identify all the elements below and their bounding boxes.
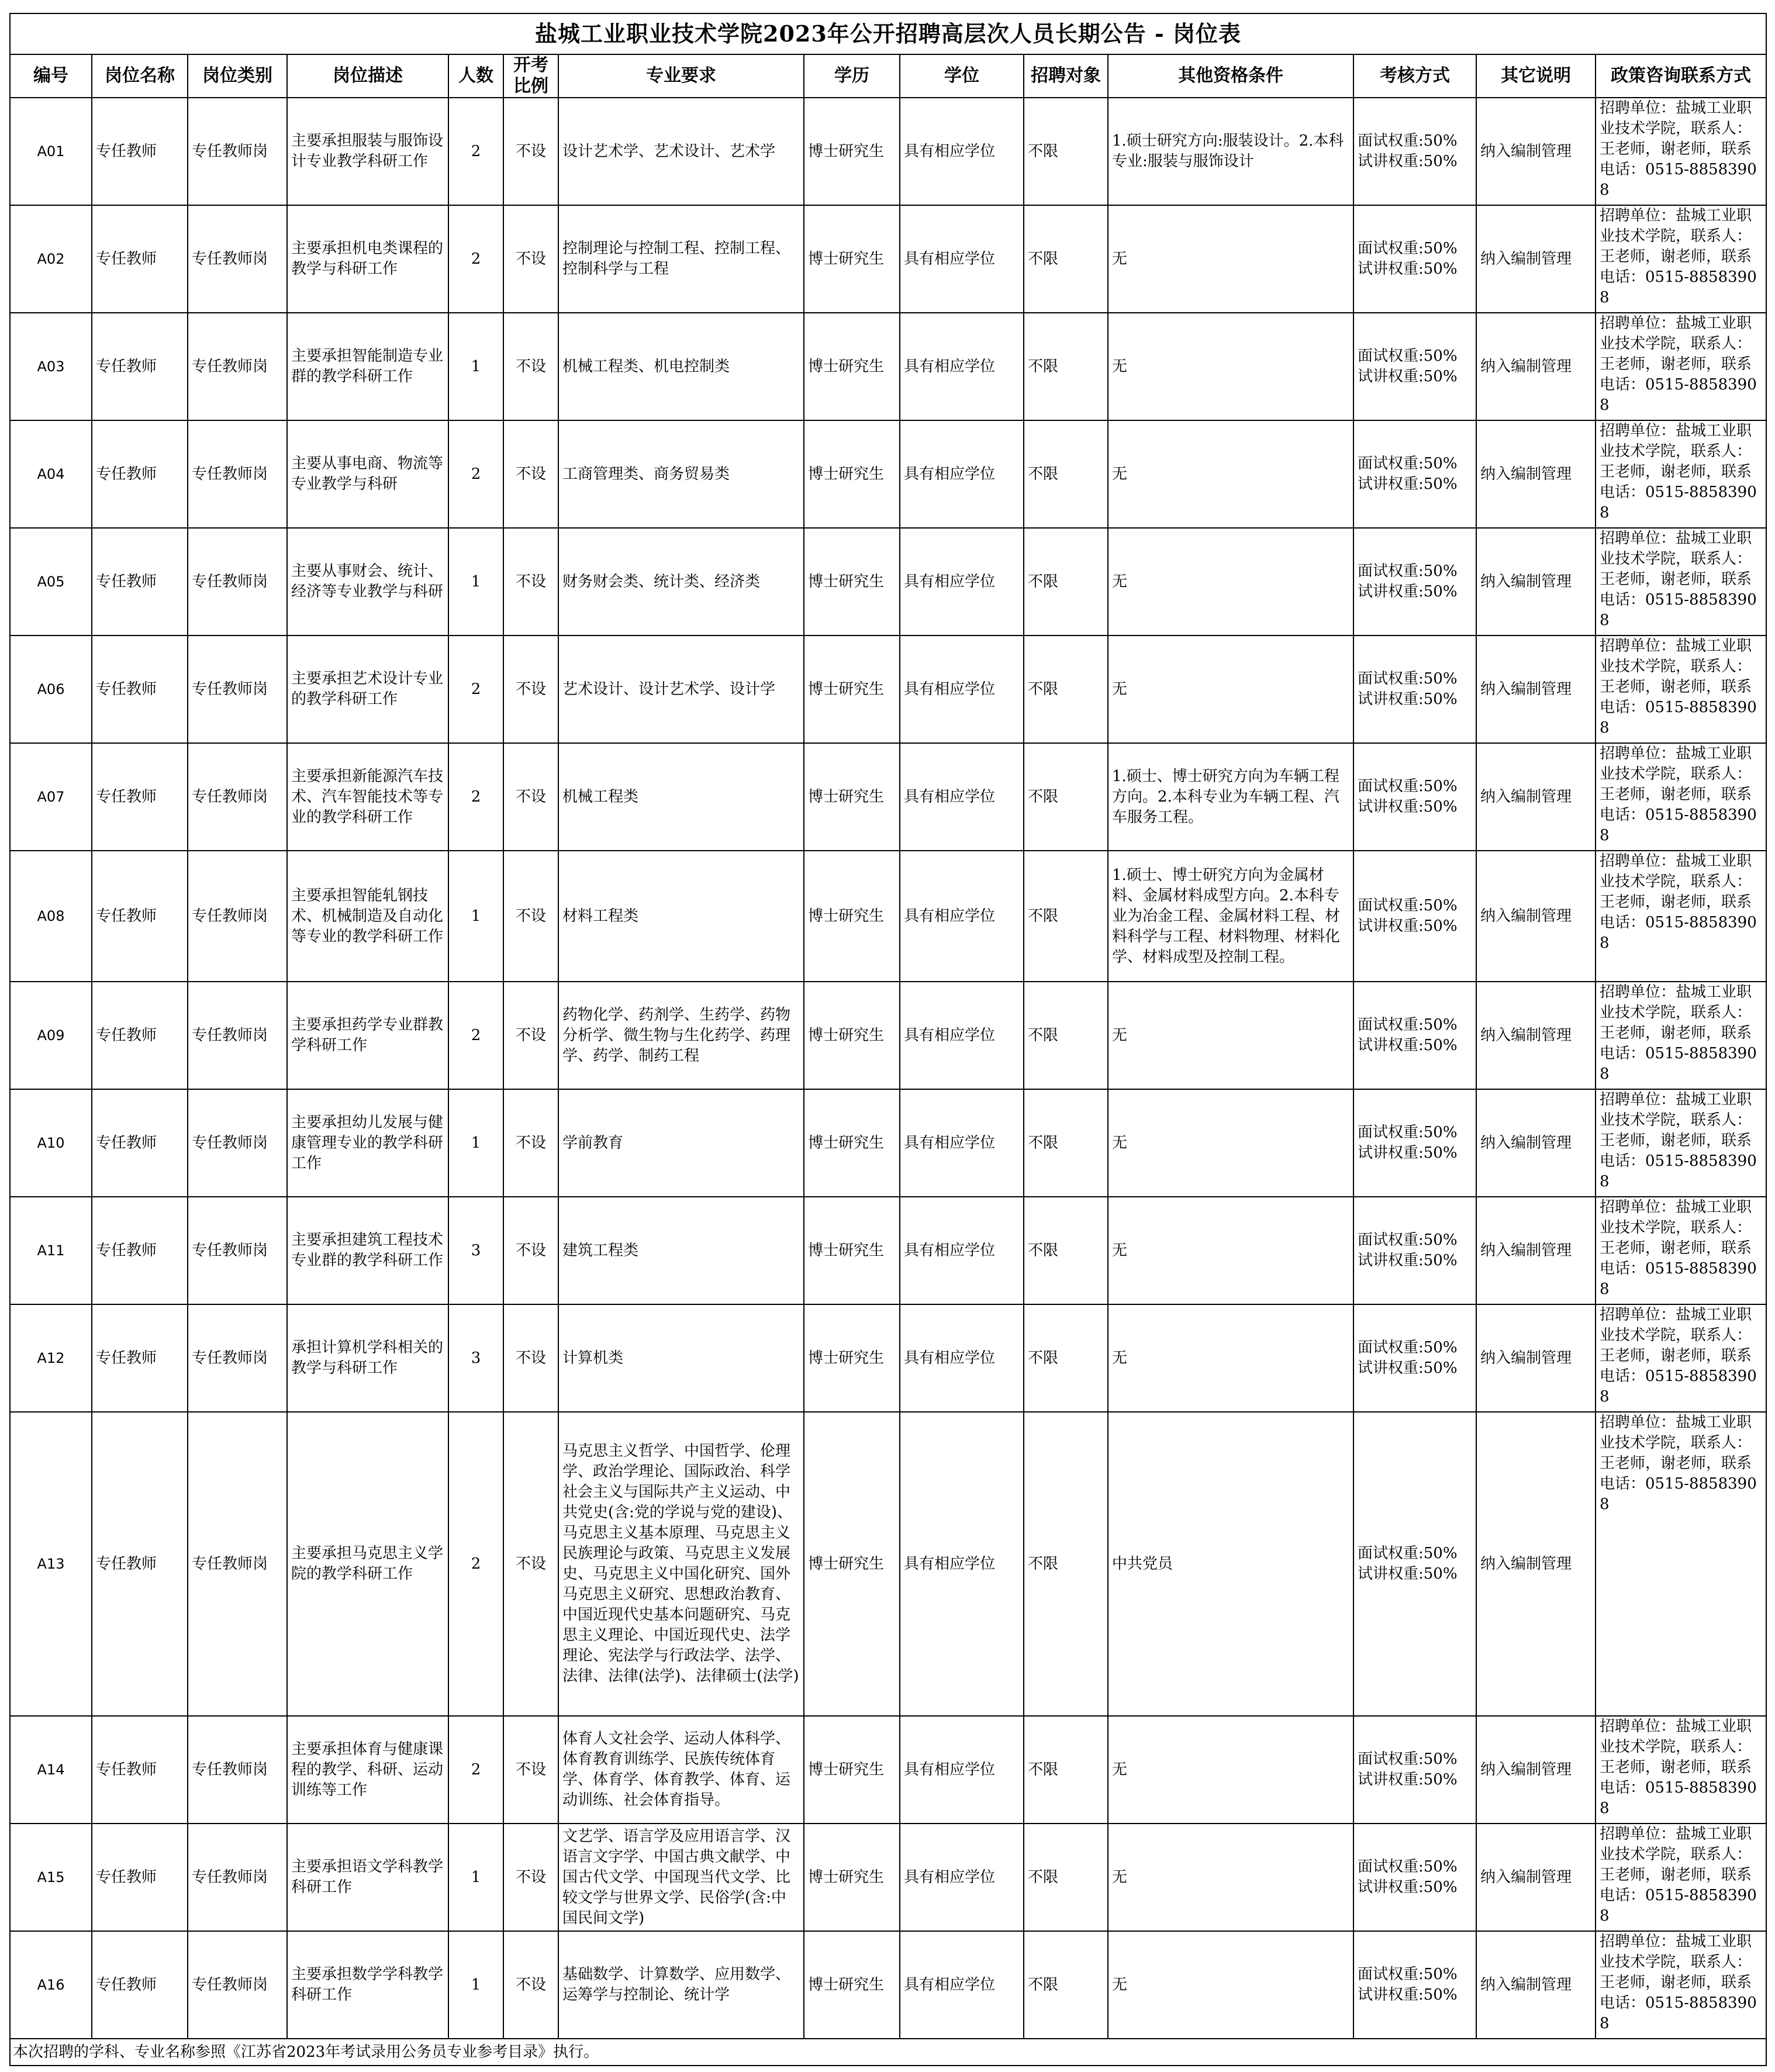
degree: 具有相应学位 (900, 420, 1024, 528)
assessment-method: 面试权重:50% 试讲权重:50% (1353, 982, 1476, 1089)
job-category: 专任教师岗 (188, 98, 287, 205)
major-requirement: 艺术设计、设计艺术学、设计学 (558, 636, 804, 743)
other-note: 纳入编制管理 (1476, 1197, 1596, 1304)
degree: 具有相应学位 (900, 636, 1024, 743)
job-code: A04 (10, 420, 92, 528)
table-row (10, 1824, 1766, 1931)
job-category: 专任教师岗 (188, 1716, 287, 1824)
other-qualifications: 1.硕士、博士研究方向为金属材料、金属材料成型方向。2.本科专业为冶金工程、金属材料工程、材料科学与工程、材料物理、材料化学、材料成型及控制工程。 (1108, 851, 1353, 982)
assessment-method: 面试权重:50% 试讲权重:50% (1353, 528, 1476, 636)
header-major: 专业要求 (558, 54, 804, 98)
job-desc: 主要承担智能制造专业群的教学科研工作 (287, 313, 448, 420)
footnote: 本次招聘的学科、专业名称参照《江苏省2023年考试录用公务员专业参考目录》执行。 (10, 2039, 1766, 2066)
assessment-method: 面试权重:50% 试讲权重:50% (1353, 851, 1476, 982)
job-code: A11 (10, 1197, 92, 1304)
header-desc: 岗位描述 (287, 54, 448, 98)
other-note: 纳入编制管理 (1476, 420, 1596, 528)
page-title: 盐城工业职业技术学院2023年公开招聘高层次人员长期公告 - 岗位表 (10, 13, 1766, 54)
job-count: 1 (448, 1089, 503, 1197)
job-count: 3 (448, 1197, 503, 1304)
job-table (9, 13, 1767, 2066)
other-qualifications: 无 (1108, 205, 1353, 313)
other-note: 纳入编制管理 (1476, 1089, 1596, 1197)
job-category: 专任教师岗 (188, 743, 287, 851)
education: 博士研究生 (804, 205, 900, 313)
job-code: A06 (10, 636, 92, 743)
job-ratio: 不设 (503, 636, 558, 743)
job-count: 2 (448, 98, 503, 205)
job-desc: 主要承担服装与服饰设计专业教学科研工作 (287, 98, 448, 205)
job-code: A10 (10, 1089, 92, 1197)
education: 博士研究生 (804, 1824, 900, 1931)
contact-info: 招聘单位：盐城工业职业技术学院，联系人：王老师，谢老师，联系电话：0515-88583908 (1596, 1089, 1766, 1197)
recruit-target: 不限 (1024, 528, 1108, 636)
job-desc: 承担计算机学科相关的教学与科研工作 (287, 1304, 448, 1412)
other-qualifications: 无 (1108, 636, 1353, 743)
recruit-target: 不限 (1024, 1197, 1108, 1304)
major-requirement: 控制理论与控制工程、控制工程、控制科学与工程 (558, 205, 804, 313)
education: 博士研究生 (804, 528, 900, 636)
recruit-target: 不限 (1024, 1931, 1108, 2039)
other-note: 纳入编制管理 (1476, 636, 1596, 743)
education: 博士研究生 (804, 636, 900, 743)
table-row (10, 1412, 1766, 1716)
job-desc: 主要承担幼儿发展与健康管理专业的教学科研工作 (287, 1089, 448, 1197)
contact-info: 招聘单位：盐城工业职业技术学院，联系人：王老师，谢老师，联系电话：0515-88583908 (1596, 205, 1766, 313)
job-code: A13 (10, 1412, 92, 1716)
contact-info: 招聘单位：盐城工业职业技术学院，联系人：王老师，谢老师，联系电话：0515-88583908 (1596, 1197, 1766, 1304)
table-row (10, 313, 1766, 420)
education: 博士研究生 (804, 743, 900, 851)
header-target: 招聘对象 (1024, 54, 1108, 98)
job-ratio: 不设 (503, 420, 558, 528)
education: 博士研究生 (804, 982, 900, 1089)
job-count: 1 (448, 1824, 503, 1931)
contact-info: 招聘单位：盐城工业职业技术学院，联系人：王老师，谢老师，联系电话：0515-88583908 (1596, 1304, 1766, 1412)
assessment-method: 面试权重:50% 试讲权重:50% (1353, 1716, 1476, 1824)
job-name: 专任教师 (92, 313, 188, 420)
degree: 具有相应学位 (900, 982, 1024, 1089)
job-name: 专任教师 (92, 528, 188, 636)
other-note: 纳入编制管理 (1476, 1412, 1596, 1716)
contact-info: 招聘单位：盐城工业职业技术学院，联系人：王老师，谢老师，联系电话：0515-88583908 (1596, 1412, 1766, 1716)
recruit-target: 不限 (1024, 982, 1108, 1089)
table-row (10, 205, 1766, 313)
job-count: 2 (448, 1716, 503, 1824)
degree: 具有相应学位 (900, 98, 1024, 205)
assessment-method: 面试权重:50% 试讲权重:50% (1353, 420, 1476, 528)
assessment-method: 面试权重:50% 试讲权重:50% (1353, 1089, 1476, 1197)
assessment-method: 面试权重:50% 试讲权重:50% (1353, 205, 1476, 313)
recruit-target: 不限 (1024, 313, 1108, 420)
education: 博士研究生 (804, 1931, 900, 2039)
major-requirement: 基础数学、计算数学、应用数学、运筹学与控制论、统计学 (558, 1931, 804, 2039)
assessment-method: 面试权重:50% 试讲权重:50% (1353, 98, 1476, 205)
other-qualifications: 无 (1108, 313, 1353, 420)
job-code: A01 (10, 98, 92, 205)
degree: 具有相应学位 (900, 205, 1024, 313)
job-code: A14 (10, 1716, 92, 1824)
job-category: 专任教师岗 (188, 313, 287, 420)
job-count: 3 (448, 1304, 503, 1412)
other-note: 纳入编制管理 (1476, 1824, 1596, 1931)
recruit-target: 不限 (1024, 1089, 1108, 1197)
job-name: 专任教师 (92, 1931, 188, 2039)
header-degree: 学位 (900, 54, 1024, 98)
degree: 具有相应学位 (900, 1304, 1024, 1412)
contact-info: 招聘单位：盐城工业职业技术学院，联系人：王老师，谢老师，联系电话：0515-88583908 (1596, 743, 1766, 851)
job-name: 专任教师 (92, 1197, 188, 1304)
table-row (10, 1197, 1766, 1304)
job-category: 专任教师岗 (188, 420, 287, 528)
education: 博士研究生 (804, 851, 900, 982)
job-category: 专任教师岗 (188, 1089, 287, 1197)
other-qualifications: 1.硕士研究方向:服装设计。2.本科专业:服装与服饰设计 (1108, 98, 1353, 205)
education: 博士研究生 (804, 1304, 900, 1412)
recruit-target: 不限 (1024, 1824, 1108, 1931)
job-name: 专任教师 (92, 636, 188, 743)
job-code: A15 (10, 1824, 92, 1931)
contact-info: 招聘单位：盐城工业职业技术学院，联系人：王老师，谢老师，联系电话：0515-88583908 (1596, 528, 1766, 636)
major-requirement: 药物化学、药剂学、生药学、药物分析学、微生物与生化药学、药理学、药学、制药工程 (558, 982, 804, 1089)
header-code: 编号 (10, 54, 92, 98)
job-count: 2 (448, 636, 503, 743)
job-ratio: 不设 (503, 205, 558, 313)
table-row (10, 1089, 1766, 1197)
contact-info: 招聘单位：盐城工业职业技术学院，联系人：王老师，谢老师，联系电话：0515-88583908 (1596, 98, 1766, 205)
other-note: 纳入编制管理 (1476, 1931, 1596, 2039)
job-category: 专任教师岗 (188, 1197, 287, 1304)
other-qualifications: 无 (1108, 528, 1353, 636)
job-count: 1 (448, 851, 503, 982)
education: 博士研究生 (804, 1716, 900, 1824)
other-qualifications: 无 (1108, 1089, 1353, 1197)
recruit-target: 不限 (1024, 1412, 1108, 1716)
education: 博士研究生 (804, 1412, 900, 1716)
contact-info: 招聘单位：盐城工业职业技术学院，联系人：王老师，谢老师，联系电话：0515-88583908 (1596, 851, 1766, 982)
job-ratio: 不设 (503, 1931, 558, 2039)
job-ratio: 不设 (503, 1089, 558, 1197)
job-desc: 主要承担马克思主义学院的教学科研工作 (287, 1412, 448, 1716)
assessment-method: 面试权重:50% 试讲权重:50% (1353, 1931, 1476, 2039)
other-qualifications: 无 (1108, 420, 1353, 528)
header-ratio: 开考比例 (503, 54, 558, 98)
job-name: 专任教师 (92, 851, 188, 982)
major-requirement: 财务财会类、统计类、经济类 (558, 528, 804, 636)
degree: 具有相应学位 (900, 1089, 1024, 1197)
major-requirement: 文艺学、语言学及应用语言学、汉语言文字学、中国古典文献学、中国古代文学、中国现当代文学、比较文学与世界文学、民俗学(含:中国民间文学) (558, 1824, 804, 1931)
other-note: 纳入编制管理 (1476, 851, 1596, 982)
table-row (10, 98, 1766, 205)
other-note: 纳入编制管理 (1476, 1304, 1596, 1412)
education: 博士研究生 (804, 1197, 900, 1304)
table-row (10, 851, 1766, 982)
other-note: 纳入编制管理 (1476, 205, 1596, 313)
assessment-method: 面试权重:50% 试讲权重:50% (1353, 1412, 1476, 1716)
job-count: 2 (448, 205, 503, 313)
table-row (10, 1716, 1766, 1824)
job-code: A09 (10, 982, 92, 1089)
major-requirement: 马克思主义哲学、中国哲学、伦理学、政治学理论、国际政治、科学社会主义与国际共产主义运动、中共党史(含:党的学说与党的建设)、马克思主义基本原理、马克思主义民族理论与政策、马克思主义发展史、马克思主义中国化研究、国外马克思主义研究、思想政治教育、中国近现代史基本问题研究、马克思主义理论、中国近现代史、法学理论、宪法学与行政法学、法学、法律、法律(法学)、法律硕士(法学) (558, 1412, 804, 1716)
table-row (10, 636, 1766, 743)
job-name: 专任教师 (92, 1304, 188, 1412)
job-table-sheet (9, 13, 1766, 2066)
job-name: 专任教师 (92, 205, 188, 313)
job-ratio: 不设 (503, 851, 558, 982)
job-desc: 主要承担智能轧钢技术、机械制造及自动化等专业的教学科研工作 (287, 851, 448, 982)
header-category: 岗位类别 (188, 54, 287, 98)
job-count: 1 (448, 528, 503, 636)
contact-info: 招聘单位：盐城工业职业技术学院，联系人：王老师，谢老师，联系电话：0515-88583908 (1596, 313, 1766, 420)
header-row (10, 54, 1766, 98)
job-name: 专任教师 (92, 1089, 188, 1197)
job-category: 专任教师岗 (188, 1304, 287, 1412)
other-note: 纳入编制管理 (1476, 1716, 1596, 1824)
contact-info: 招聘单位：盐城工业职业技术学院，联系人：王老师，谢老师，联系电话：0515-88583908 (1596, 1824, 1766, 1931)
job-desc: 主要从事财会、统计、经济等专业教学与科研 (287, 528, 448, 636)
job-count: 1 (448, 1931, 503, 2039)
job-desc: 主要承担建筑工程技术专业群的教学科研工作 (287, 1197, 448, 1304)
job-category: 专任教师岗 (188, 636, 287, 743)
contact-info: 招聘单位：盐城工业职业技术学院，联系人：王老师，谢老师，联系电话：0515-88583908 (1596, 636, 1766, 743)
job-code: A05 (10, 528, 92, 636)
major-requirement: 机械工程类 (558, 743, 804, 851)
degree: 具有相应学位 (900, 1824, 1024, 1931)
job-count: 2 (448, 743, 503, 851)
contact-info: 招聘单位：盐城工业职业技术学院，联系人：王老师，谢老师，联系电话：0515-88583908 (1596, 420, 1766, 528)
major-requirement: 机械工程类、机电控制类 (558, 313, 804, 420)
job-count: 2 (448, 420, 503, 528)
other-note: 纳入编制管理 (1476, 98, 1596, 205)
major-requirement: 计算机类 (558, 1304, 804, 1412)
header-edu: 学历 (804, 54, 900, 98)
job-desc: 主要承担体育与健康课程的教学、科研、运动训练等工作 (287, 1716, 448, 1824)
recruit-target: 不限 (1024, 636, 1108, 743)
major-requirement: 学前教育 (558, 1089, 804, 1197)
job-ratio: 不设 (503, 1412, 558, 1716)
job-category: 专任教师岗 (188, 982, 287, 1089)
recruit-target: 不限 (1024, 98, 1108, 205)
degree: 具有相应学位 (900, 743, 1024, 851)
job-category: 专任教师岗 (188, 528, 287, 636)
job-name: 专任教师 (92, 1412, 188, 1716)
degree: 具有相应学位 (900, 1197, 1024, 1304)
job-code: A16 (10, 1931, 92, 2039)
job-count: 1 (448, 313, 503, 420)
job-ratio: 不设 (503, 1304, 558, 1412)
header-other: 其他资格条件 (1108, 54, 1353, 98)
header-note: 其它说明 (1476, 54, 1596, 98)
job-ratio: 不设 (503, 982, 558, 1089)
other-qualifications: 无 (1108, 1931, 1353, 2039)
job-count: 2 (448, 982, 503, 1089)
table-row (10, 743, 1766, 851)
assessment-method: 面试权重:50% 试讲权重:50% (1353, 313, 1476, 420)
assessment-method: 面试权重:50% 试讲权重:50% (1353, 1304, 1476, 1412)
recruit-target: 不限 (1024, 420, 1108, 528)
job-category: 专任教师岗 (188, 851, 287, 982)
job-desc: 主要承担数学学科教学科研工作 (287, 1931, 448, 2039)
job-code: A03 (10, 313, 92, 420)
assessment-method: 面试权重:50% 试讲权重:50% (1353, 1824, 1476, 1931)
contact-info: 招聘单位：盐城工业职业技术学院，联系人：王老师，谢老师，联系电话：0515-88583908 (1596, 1931, 1766, 2039)
other-note: 纳入编制管理 (1476, 313, 1596, 420)
other-note: 纳入编制管理 (1476, 982, 1596, 1089)
job-code: A02 (10, 205, 92, 313)
job-desc: 主要承担艺术设计专业的教学科研工作 (287, 636, 448, 743)
education: 博士研究生 (804, 98, 900, 205)
recruit-target: 不限 (1024, 851, 1108, 982)
job-category: 专任教师岗 (188, 1824, 287, 1931)
job-ratio: 不设 (503, 98, 558, 205)
table-row (10, 528, 1766, 636)
table-row (10, 982, 1766, 1089)
contact-info: 招聘单位：盐城工业职业技术学院，联系人：王老师，谢老师，联系电话：0515-88583908 (1596, 982, 1766, 1089)
other-qualifications: 无 (1108, 982, 1353, 1089)
major-requirement: 材料工程类 (558, 851, 804, 982)
job-name: 专任教师 (92, 420, 188, 528)
job-desc: 主要承担药学专业群教学科研工作 (287, 982, 448, 1089)
job-name: 专任教师 (92, 982, 188, 1089)
job-name: 专任教师 (92, 1824, 188, 1931)
job-desc: 主要承担新能源汽车技术、汽车智能技术等专业的教学科研工作 (287, 743, 448, 851)
education: 博士研究生 (804, 1089, 900, 1197)
job-desc: 主要从事电商、物流等专业教学与科研 (287, 420, 448, 528)
assessment-method: 面试权重:50% 试讲权重:50% (1353, 636, 1476, 743)
degree: 具有相应学位 (900, 313, 1024, 420)
job-name: 专任教师 (92, 743, 188, 851)
table-row (10, 1931, 1766, 2039)
degree: 具有相应学位 (900, 1931, 1024, 2039)
recruit-target: 不限 (1024, 743, 1108, 851)
job-code: A12 (10, 1304, 92, 1412)
job-ratio: 不设 (503, 313, 558, 420)
assessment-method: 面试权重:50% 试讲权重:50% (1353, 743, 1476, 851)
education: 博士研究生 (804, 313, 900, 420)
header-contact: 政策咨询联系方式 (1596, 54, 1766, 98)
other-note: 纳入编制管理 (1476, 528, 1596, 636)
table-row (10, 1304, 1766, 1412)
header-assess: 考核方式 (1353, 54, 1476, 98)
major-requirement: 体育人文社会学、运动人体科学、体育教育训练学、民族传统体育学、体育学、体育教学、体育、运动训练、社会体育指导。 (558, 1716, 804, 1824)
job-code: A08 (10, 851, 92, 982)
education: 博士研究生 (804, 420, 900, 528)
major-requirement: 工商管理类、商务贸易类 (558, 420, 804, 528)
other-qualifications: 无 (1108, 1716, 1353, 1824)
other-qualifications: 无 (1108, 1197, 1353, 1304)
degree: 具有相应学位 (900, 528, 1024, 636)
job-ratio: 不设 (503, 1824, 558, 1931)
recruit-target: 不限 (1024, 1716, 1108, 1824)
job-ratio: 不设 (503, 743, 558, 851)
degree: 具有相应学位 (900, 1412, 1024, 1716)
job-category: 专任教师岗 (188, 205, 287, 313)
other-qualifications: 无 (1108, 1824, 1353, 1931)
recruit-target: 不限 (1024, 205, 1108, 313)
assessment-method: 面试权重:50% 试讲权重:50% (1353, 1197, 1476, 1304)
other-qualifications: 无 (1108, 1304, 1353, 1412)
contact-info: 招聘单位：盐城工业职业技术学院，联系人：王老师，谢老师，联系电话：0515-88583908 (1596, 1716, 1766, 1824)
job-category: 专任教师岗 (188, 1931, 287, 2039)
job-ratio: 不设 (503, 1716, 558, 1824)
degree: 具有相应学位 (900, 1716, 1024, 1824)
job-name: 专任教师 (92, 98, 188, 205)
job-code: A07 (10, 743, 92, 851)
recruit-target: 不限 (1024, 1304, 1108, 1412)
major-requirement: 建筑工程类 (558, 1197, 804, 1304)
job-ratio: 不设 (503, 528, 558, 636)
job-name: 专任教师 (92, 1716, 188, 1824)
job-desc: 主要承担语文学科教学科研工作 (287, 1824, 448, 1931)
table-row (10, 420, 1766, 528)
job-category: 专任教师岗 (188, 1412, 287, 1716)
other-qualifications: 中共党员 (1108, 1412, 1353, 1716)
job-desc: 主要承担机电类课程的教学与科研工作 (287, 205, 448, 313)
major-requirement: 设计艺术学、艺术设计、艺术学 (558, 98, 804, 205)
other-note: 纳入编制管理 (1476, 743, 1596, 851)
header-name: 岗位名称 (92, 54, 188, 98)
other-qualifications: 1.硕士、博士研究方向为车辆工程方向。2.本科专业为车辆工程、汽车服务工程。 (1108, 743, 1353, 851)
job-count: 2 (448, 1412, 503, 1716)
header-count: 人数 (448, 54, 503, 98)
degree: 具有相应学位 (900, 851, 1024, 982)
job-ratio: 不设 (503, 1197, 558, 1304)
